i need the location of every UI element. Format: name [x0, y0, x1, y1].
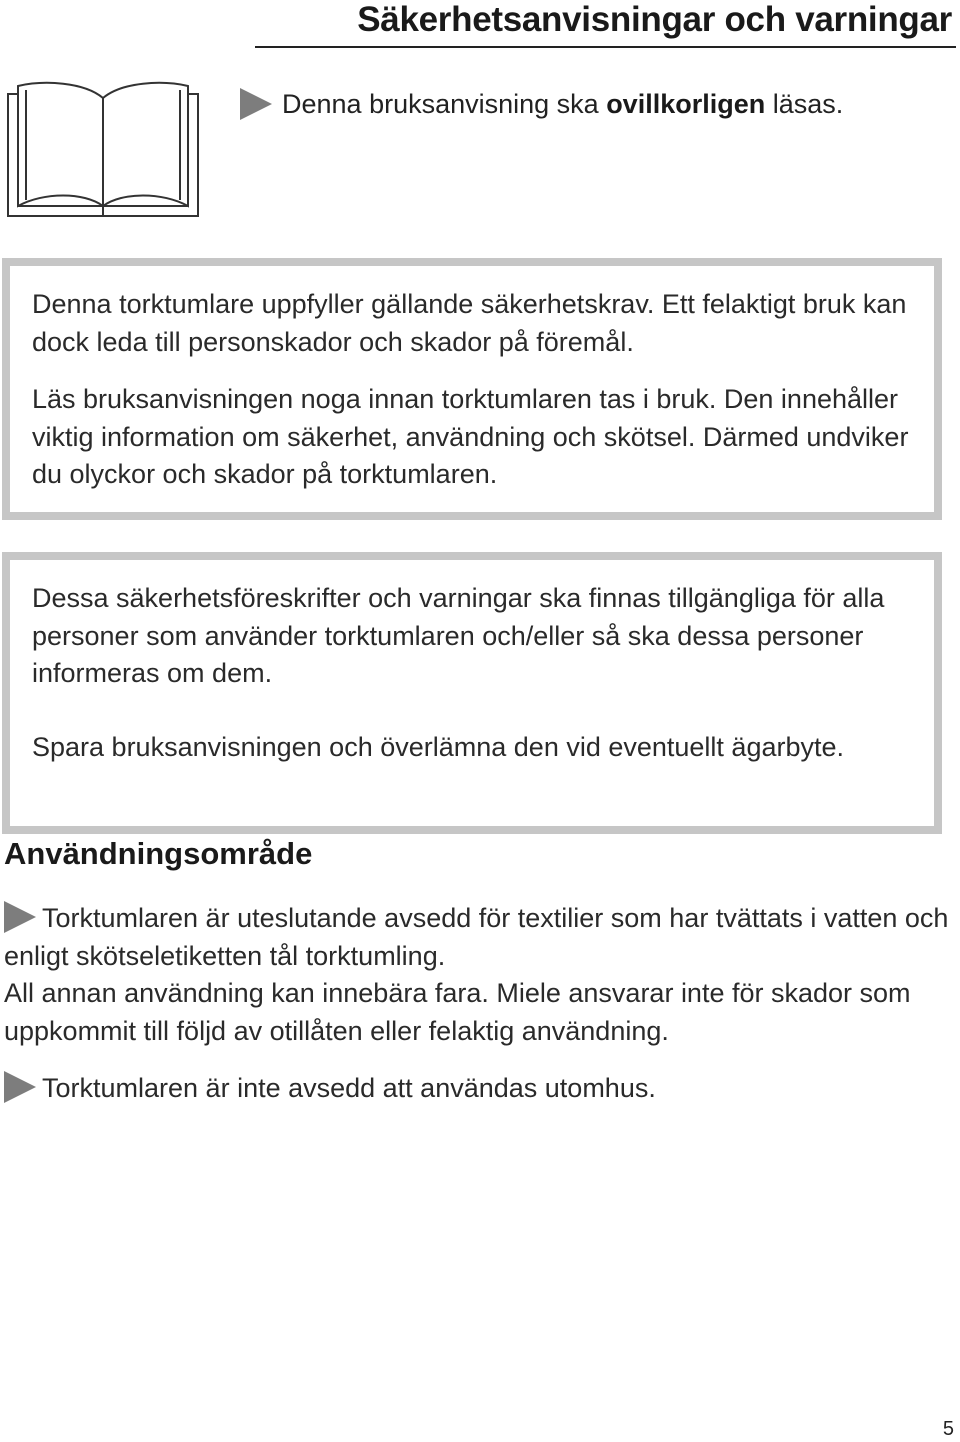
open-book-icon: [4, 80, 202, 220]
usage-item-text: Torktumlaren är inte avsedd att användas utomhus.: [42, 1073, 656, 1103]
usage-item: [4, 1070, 950, 1108]
usage-item-continuation: All annan användning kan innebära fara. Miele ansvarar inte för skador som uppkommit till följd av otillåten eller felaktig användning.: [4, 978, 911, 1046]
notice-paragraph: Spara bruksanvisningen och överlämna den vid eventuellt ägarbyte.: [32, 731, 845, 762]
usage-item: [4, 900, 950, 975]
intro-line: [240, 88, 843, 120]
triangle-right-icon: [4, 901, 36, 933]
intro-emphasis: ovillkorligen: [606, 88, 766, 119]
triangle-right-icon: [240, 88, 272, 120]
notice-paragraph: Dessa säkerhetsföreskrifter och varningar ska finnas tillgängliga för alla personer som använder torktumlaren och/eller så ska dessa personer informeras om dem.: [32, 583, 885, 688]
intro-text-end: läsas.: [765, 88, 844, 119]
usage-item-text: Torktumlaren är uteslutande avsedd för textilier som har tvättats i vatten och enligt skötseletiketten tål torktumling.: [4, 903, 949, 971]
page-title: Säkerhetsanvisningar och varningar: [357, 0, 952, 39]
section-heading: Användningsområde: [4, 836, 313, 871]
usage-section: [4, 900, 950, 1108]
title-divider: [255, 46, 956, 48]
availability-notice-box: [2, 552, 942, 834]
page-number: 5: [942, 1418, 954, 1440]
notice-paragraph: Denna torktumlare uppfyller gällande säkerhetskrav. Ett felaktigt bruk kan dock leda till personskador och skador på föremål.: [32, 289, 907, 357]
safety-notice-box: [2, 258, 942, 520]
notice-paragraph: Läs bruksanvisningen noga innan torktumlaren tas i bruk. Den innehåller viktig information om säkerhet, användning och skötsel. Därmed undviker du olyckor och skador på torktumlaren.: [32, 384, 909, 489]
intro-text-start: Denna bruksanvisning ska: [282, 88, 607, 119]
triangle-right-icon: [4, 1071, 36, 1103]
